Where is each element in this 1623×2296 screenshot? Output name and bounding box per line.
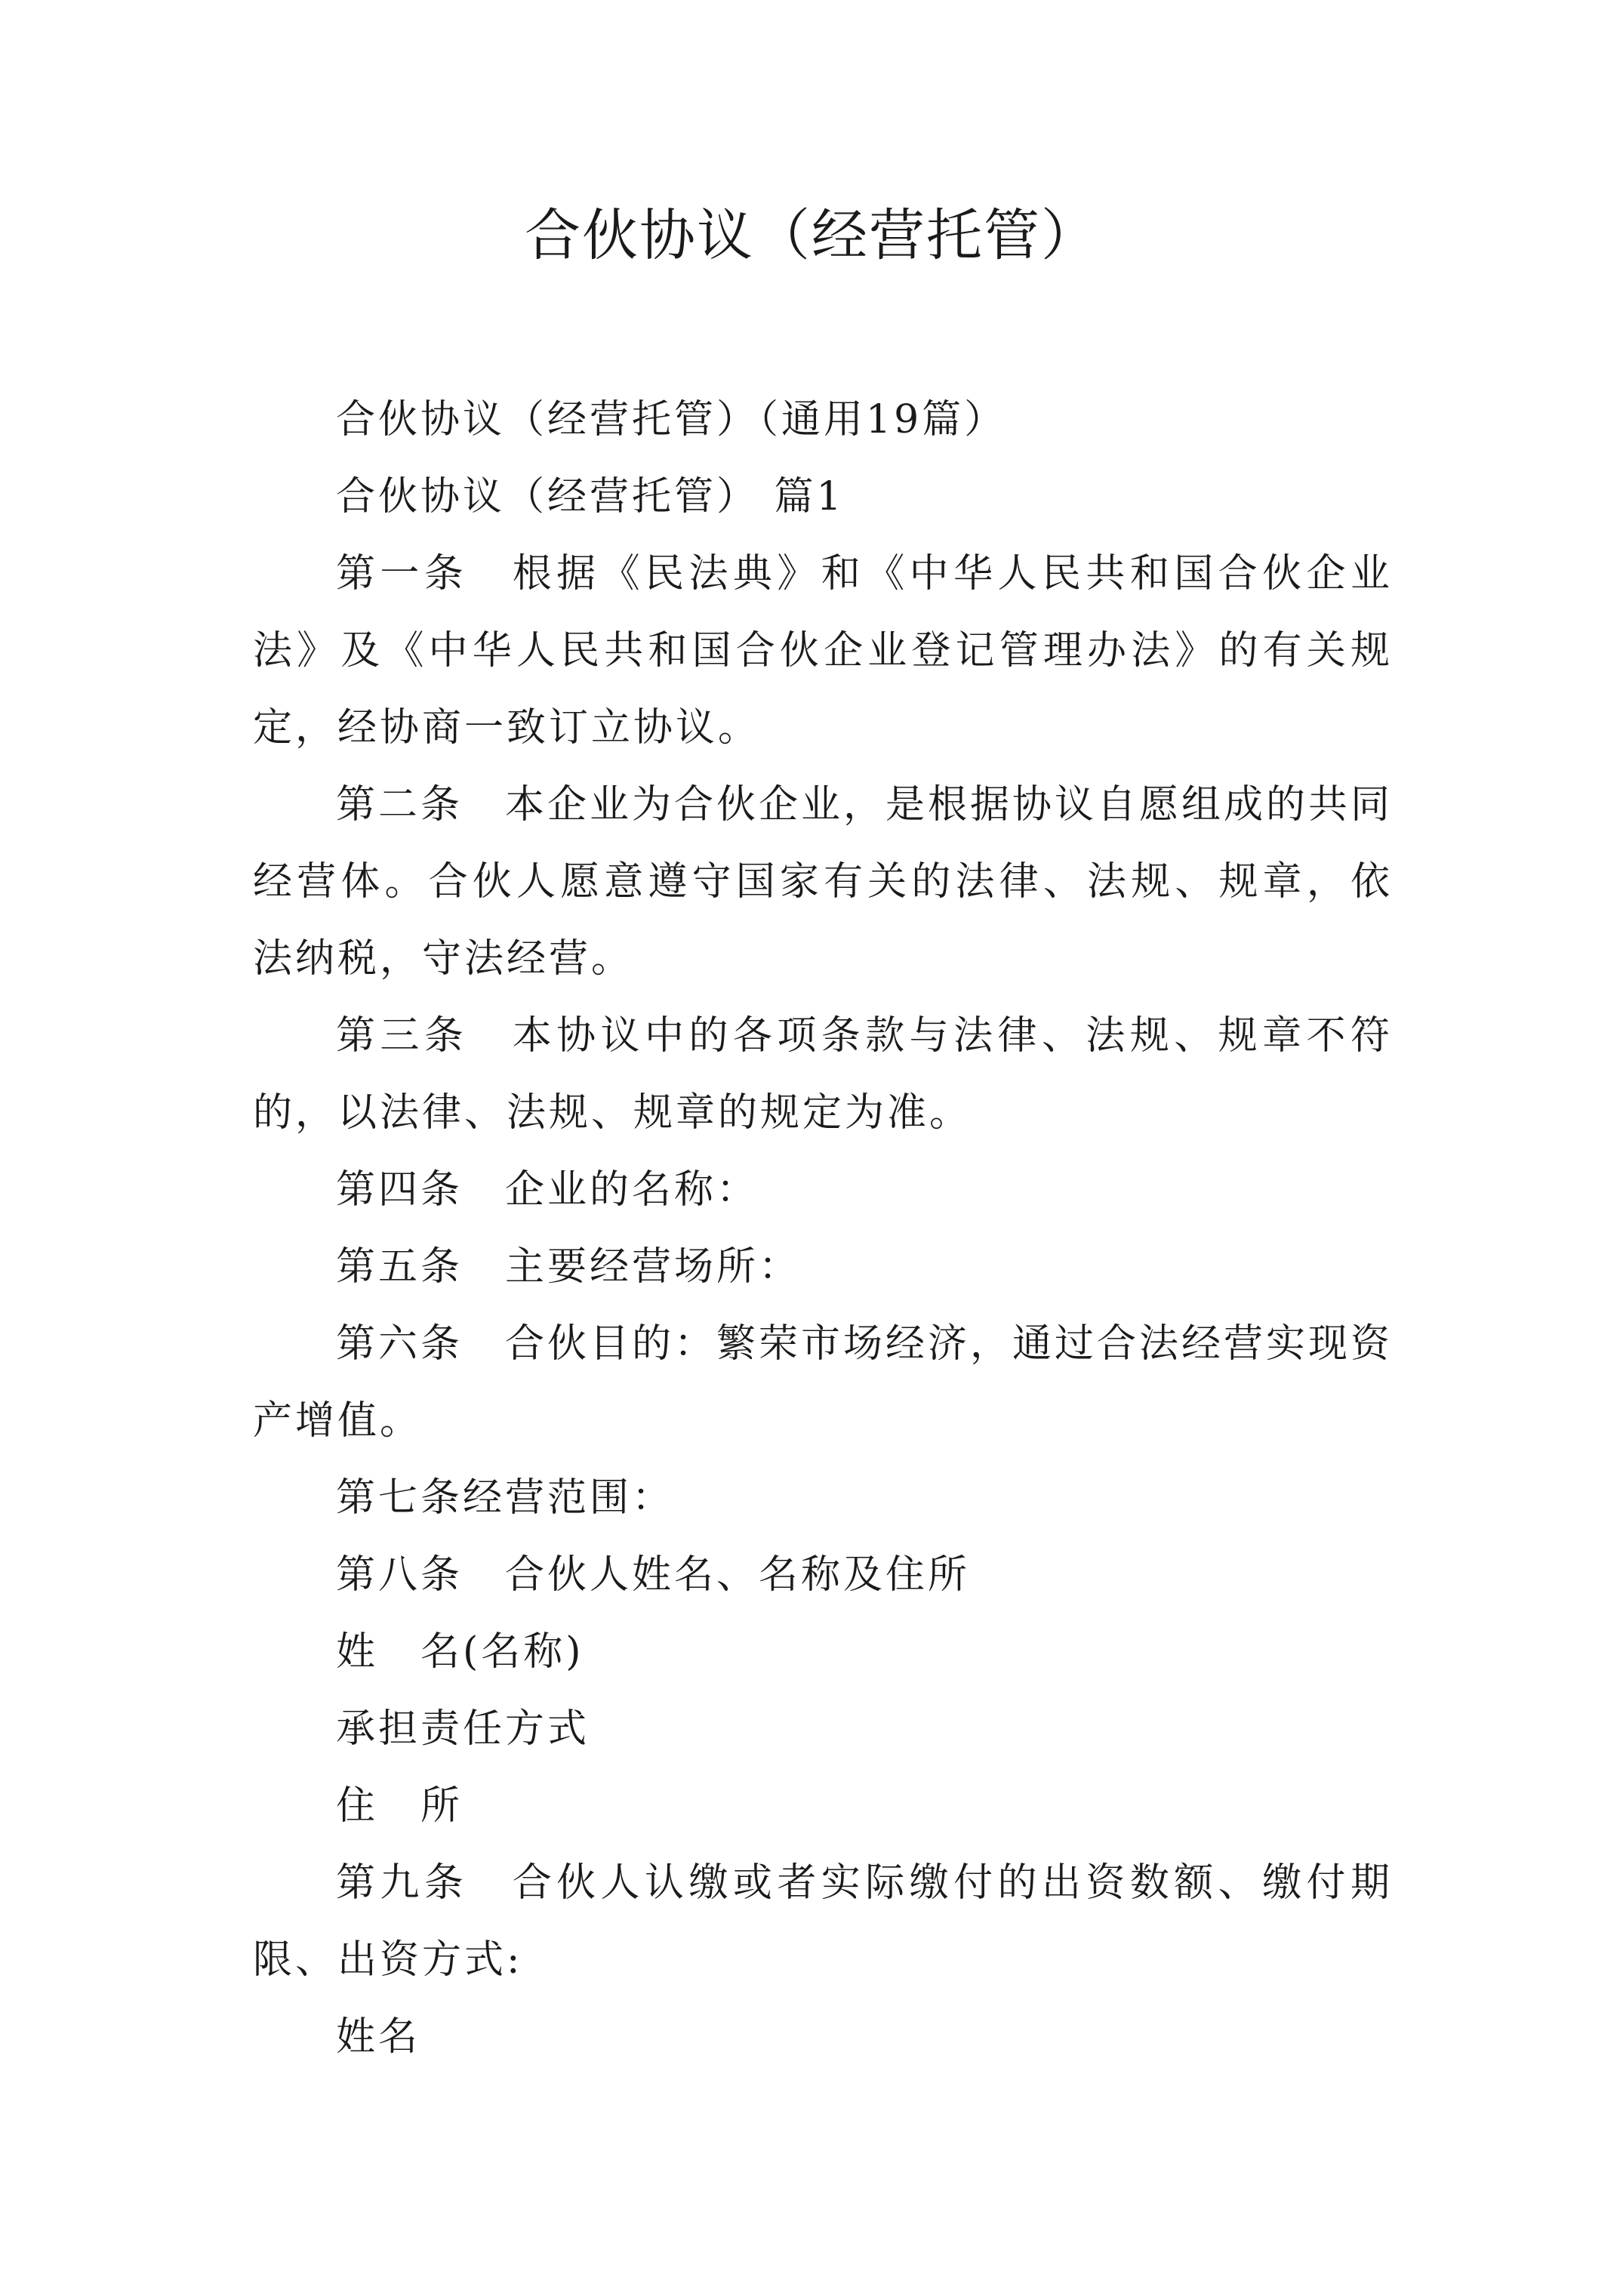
paragraph-article-8: 第八条 合伙人姓名、名称及住所 [336,1552,971,1598]
document-body [253,381,1393,2076]
paragraph-article-3: 第三条 本协议中的各项条款与法律、法规、规章不符的，以法律、法规、规章的规定为准。 [253,1013,1393,1136]
document-title: 合伙协议（经营托管） [525,203,1098,268]
paragraph-article-1: 第一条 根据《民法典》和《中华人民共和国合伙企业法》及《中华人民共和国合伙企业登记管理办法》的有关规定，经协商一致订立协议。 [253,551,1393,750]
paragraph-article-2: 第二条 本企业为合伙企业，是根据协议自愿组成的共同经营体。合伙人愿意遵守国家有关的法律、法规、规章，依法纳税，守法经营。 [253,782,1394,982]
paragraph-article-9: 第九条 合伙人认缴或者实际缴付的出资数额、缴付期限、出资方式: [253,1860,1393,1983]
paragraph-section-heading: 合伙协议（经营托管） 篇1 [336,474,845,519]
paragraph-field-name: 姓 名(名称) [336,1629,584,1675]
paragraph-article-4: 第四条 企业的名称： [336,1167,759,1213]
paragraph-article-7: 第七条经营范围： [336,1475,675,1521]
paragraph-field-liability: 承担责任方式 [336,1706,590,1752]
paragraph-article-5: 第五条 主要经营场所： [336,1244,802,1290]
paragraph-field-address: 住 所 [336,1783,463,1829]
paragraph-field-partner-name: 姓名 [336,2014,421,2060]
paragraph-subtitle: 合伙协议（经营托管）（通用19篇） [336,397,1007,442]
paragraph-article-6: 第六条 合伙目的：繁荣市场经济，通过合法经营实现资产增值。 [253,1321,1394,1444]
